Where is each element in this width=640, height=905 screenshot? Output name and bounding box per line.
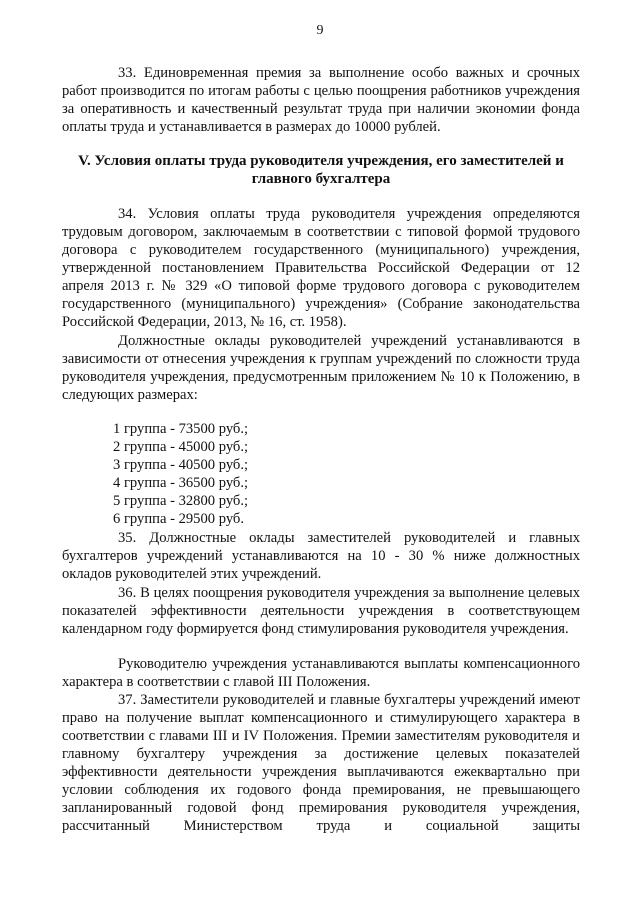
list-item: 2 группа - 45000 руб.; bbox=[113, 439, 249, 455]
paragraph-33: 33. Единовременная премия за выполнение особо важных и срочных работ производится по итогам работы с целью поощрения работников учреждения за оперативность и качественный результат труда при наличии экономии фонда оплаты труда и устанавливается в размерах до 10000 рублей. bbox=[62, 65, 580, 135]
paragraph-36-compensation: Руководителю учреждения устанавливаются выплаты компенсационного характера в соответствии с главой III Положения. bbox=[62, 656, 580, 690]
paragraph-34: 34. Условия оплаты труда руководителя учреждения определяются трудовым договором, заключаемым в соответствии с типовой формой трудового договора с руководителем государственного (муниципального) учреждения, утвержденной постановлением Правительства Российской Федерации от 12 апреля 2013 г. № 329 «О типовой форме трудового договора с руководителем государственного (муниципального) учреждения» (Собрание законодательства Российской Федерации, 2013, № 16, ст. 1958). bbox=[62, 206, 580, 330]
list-item: 3 группа - 40500 руб.; bbox=[113, 457, 249, 473]
list-item: 6 группа - 29500 руб. bbox=[113, 511, 245, 527]
paragraph-34-salaries: Должностные оклады руководителей учреждений устанавливаются в зависимости от отнесения учреждения к группам учреждений по сложности труда руководителя учреждения, предусмотренным приложением № 10 к Положению, в следующих размерах: bbox=[62, 333, 580, 403]
section-heading: V. Условия оплаты труда руководителя учреждения, его заместителей и главного бухгалтера bbox=[78, 153, 564, 187]
list-item: 5 группа - 32800 руб.; bbox=[113, 493, 249, 509]
paragraph-37: 37. Заместители руководителей и главные бухгалтеры учреждений имеют право на получение выплат компенсационного и стимулирующего характера в соответствии с главами III и IV Положения. Премии заместителям руководителя и главному бухгалтеру учреждения за достижение целевых показателей эффективности деятельности учреждения выплачиваются ежеквартально при условии соблюдения их годового фонда премирования, не превышающего запланированный годовой фонд премирования руководителя учреждения, рассчитанный Министерством труда и социальной защиты bbox=[62, 692, 580, 834]
page-number: 9 bbox=[316, 23, 324, 38]
salary-group-list bbox=[113, 420, 248, 528]
list-item: 1 группа - 73500 руб.; bbox=[113, 421, 249, 437]
list-item: 4 группа - 36500 руб.; bbox=[113, 475, 249, 491]
paragraph-35: 35. Должностные оклады заместителей руководителей и главных бухгалтеров учреждений устанавливаются на 10 - 30 % ниже должностных окладов руководителей этих учреждений. bbox=[62, 530, 580, 582]
paragraph-36: 36. В целях поощрения руководителя учреждения за выполнение целевых показателей эффективности деятельности учреждения в соответствующем календарном году формируется фонд стимулирования руководителя учреждения. bbox=[62, 585, 580, 637]
